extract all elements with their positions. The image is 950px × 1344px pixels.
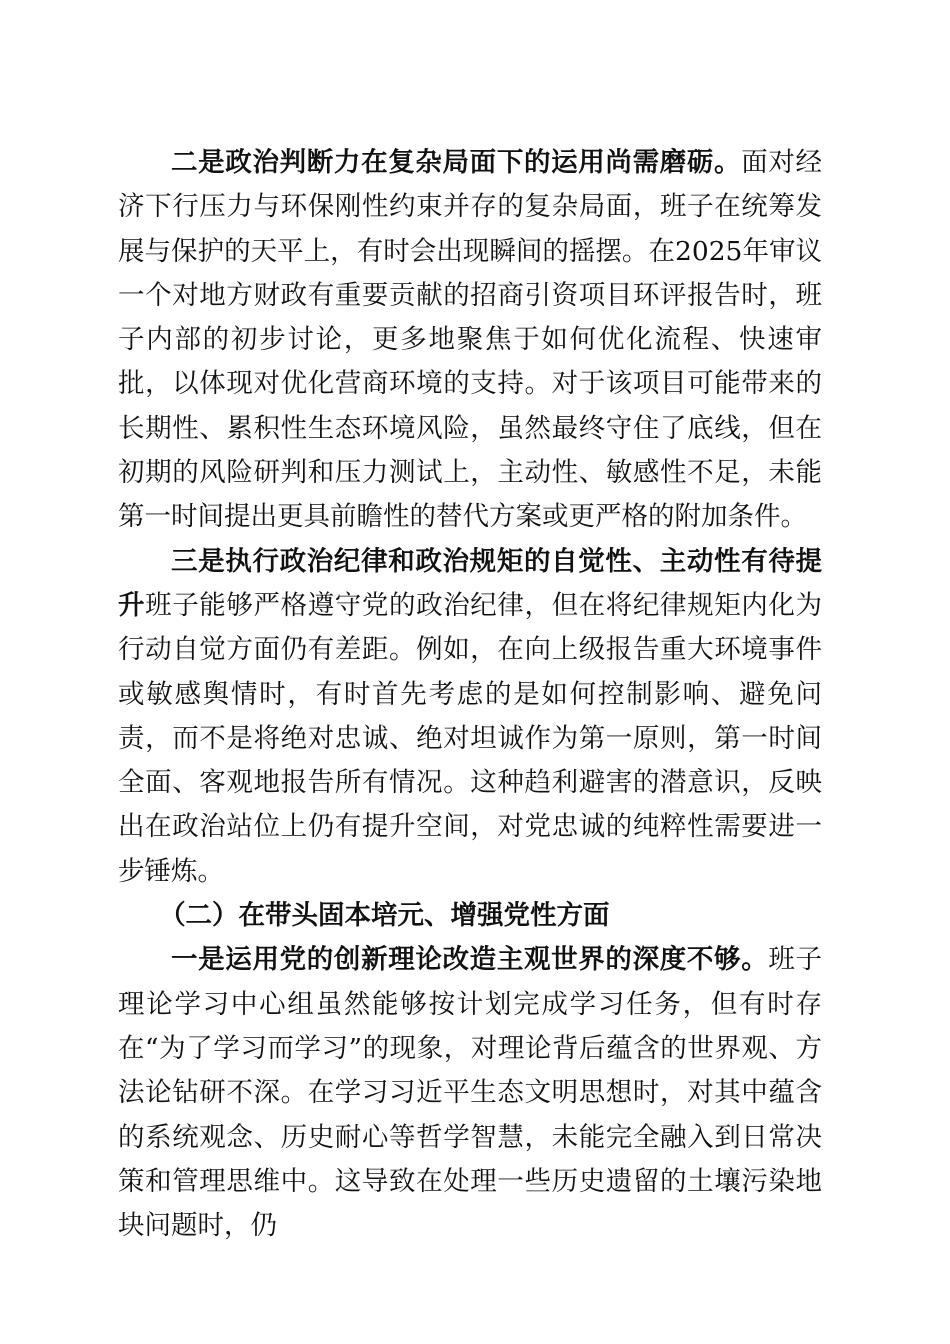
paragraph-lead: 三是执行政治纪律和政治规矩的自觉性、主动性有待提升 [118, 545, 822, 621]
paragraph-political-judgment [118, 141, 822, 540]
paragraph-text: 班子能够严格遵守党的政治纪律，但在将纪律规矩内化为行动自觉方面仍有差距。例如，在向上级报告重大环境事件或敏感舆情时，有时首先考虑的是如何控制影响、避免问责，而不是将绝对忠诚、绝对坦诚作为第一原则，第一时间全面、客观地报告所有情况。这种趋利避害的潜意识，反映出在政治站位上仍有提升空间，对党忠诚的纯粹性需要进一步锤炼。 [118, 589, 823, 887]
paragraph-text: 班子理论学习中心组虽然能够按计划完成学习任务，但有时存在“为了学习而学习”的现象，对理论背后蕴含的世界观、方法论钻研不深。在学习习近平生态文明思想时，对其中蕴含的系统观念、历史耐心等哲学智慧，未能完全融入到日常决策和管理思维中。这导致在处理一些历史遗留的土壤污染地块问题时，仍 [118, 944, 823, 1242]
paragraph-political-discipline [118, 540, 822, 894]
paragraph-lead: 一是运用党的创新理论改造主观世界的深度不够。 [171, 944, 769, 976]
paragraph-lead: 二是政治判断力在复杂局面下的运用尚需磨砺。 [171, 147, 742, 178]
paragraph-text: 面对经济下行压力与环保刚性约束并存的复杂局面，班子在统筹发展与保护的天平上，有时会出现瞬间的摇摆。在2025年审议一个对地方财政有重要贡献的招商引资项目环评报告时，班子内部的初步讨论，更多地聚焦于如何优化流程、快速审批，以体现对优化营商环境的支持。对于该项目可能带来的长期性、累积性生态环境风险，虽然最终守住了底线，但在初期的风险研判和压力测试上，主动性、敏感性不足，未能第一时间提出更具前瞻性的替代方案或更严格的附加条件。 [118, 147, 823, 533]
document-body [118, 141, 822, 1248]
paragraph-theory-study [118, 938, 822, 1248]
section-heading: （二）在带头固本培元、增强党性方面 [159, 900, 610, 932]
